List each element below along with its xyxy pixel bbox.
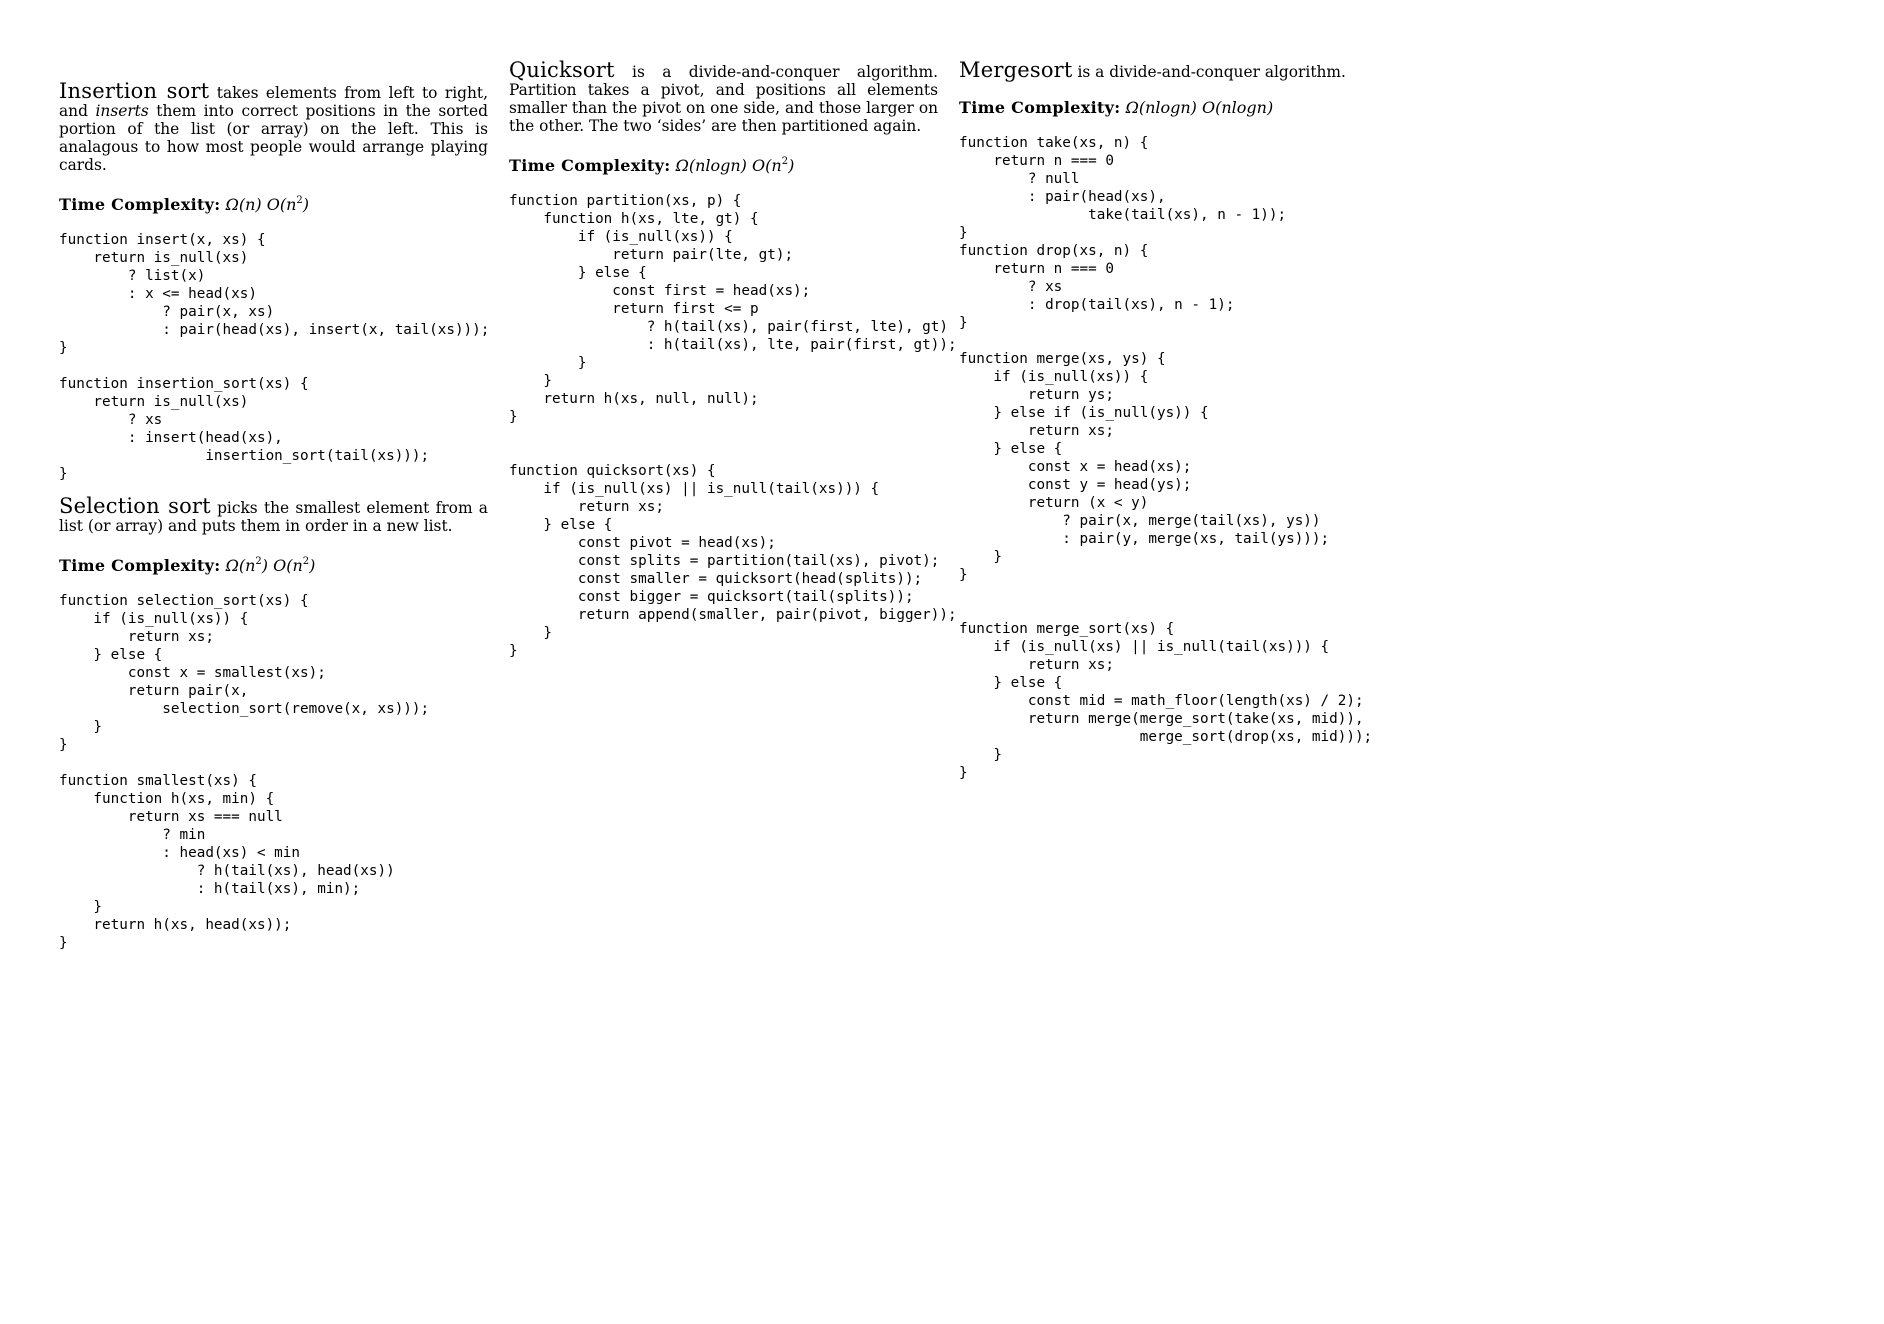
complexity-big-o-exponent: 2	[302, 556, 310, 567]
insertion-sort-intro-emphasis: inserts	[95, 102, 149, 120]
complexity-omega: Ω(nlogn)	[1125, 98, 1197, 117]
mergesort-intro-text: is a divide-and-conquer algorithm.	[1072, 63, 1346, 81]
complexity-label: Time Complexity:	[59, 195, 221, 214]
quicksort-heading: Quicksort	[509, 58, 615, 82]
insertion-sort-complexity	[59, 191, 488, 215]
complexity-label: Time Complexity:	[59, 556, 221, 575]
insertion-sort-heading: Insertion sort	[59, 79, 210, 103]
code-take: function take(xs, n) { return n === 0 ? null : pair(head(xs), take(tail(xs), n - 1)); }	[959, 135, 1287, 241]
mergesort-heading: Mergesort	[959, 58, 1073, 82]
code-drop: function drop(xs, n) { return n === 0 ? xs : drop(tail(xs), n - 1); }	[959, 243, 1235, 331]
code-insertion-sort: function insertion_sort(xs) { return is_null(xs) ? xs : insert(head(xs), insertion_sort(tail(xs))); }	[59, 376, 430, 482]
code-partition: function partition(xs, p) { function h(xs, lte, gt) { if (is_null(xs)) { return pair(lte, gt); } else { const first = head(xs); return first <= p ? h(tail(xs), pair(first, lte), gt) : h(tail(xs), lte, pair(first, gt)); } } return h(xs, null, null); }	[509, 193, 957, 425]
complexity-big-o: O(n	[273, 556, 303, 575]
complexity-label: Time Complexity:	[959, 98, 1121, 117]
code-merge: function merge(xs, ys) { if (is_null(xs)) { return ys; } else if (is_null(ys)) { return xs; } else { const x = head(xs); const y = head(ys); return (x < y) ? pair(x, merge(tail(xs), ys)) : pair(y, merge(xs, tail(ys))); } }	[959, 351, 1330, 583]
mergesort-complexity	[959, 98, 1399, 118]
code-quicksort: function quicksort(xs) { if (is_null(xs) || is_null(tail(xs))) { return xs; } else { const pivot = head(xs); const splits = partition(tail(xs), pivot); const smaller = quicksort(head(splits)); const bigger = quicksort(tail(splits)); return append(smaller, pair(pivot, bigger)); } }	[509, 463, 957, 659]
insertion-sort-intro-part-1: takes elements from left to right, and	[59, 84, 488, 120]
complexity-omega: Ω(n)	[225, 195, 262, 214]
mergesort-section	[959, 58, 1399, 782]
complexity-big-o-close: )	[302, 195, 310, 214]
selection-sort-complexity	[59, 552, 488, 576]
insertion-sort-intro-part-2: them into correct positions in the sorted portion of the list (or array) on the left. This is analagous to how most people would arrange playing cards.	[59, 102, 488, 174]
insertion-sort-intro	[59, 79, 488, 174]
complexity-big-o: O(n	[266, 195, 297, 214]
selection-sort-heading: Selection sort	[59, 494, 211, 518]
selection-sort-intro	[59, 494, 488, 535]
complexity-omega: Ω(n	[225, 556, 256, 575]
complexity-big-o: O(nlogn)	[1202, 98, 1274, 117]
quicksort-complexity	[509, 152, 938, 176]
column-right	[959, 58, 1399, 782]
complexity-big-o-exponent: 2	[296, 195, 303, 206]
code-insert: function insert(x, xs) { return is_null(xs) ? list(x) : x <= head(xs) ? pair(x, xs) : pair(head(xs), insert(x, tail(xs))); }	[59, 232, 490, 356]
complexity-omega-close: )	[261, 556, 268, 575]
column-middle	[509, 58, 957, 660]
complexity-omega: Ω(nlogn)	[675, 156, 747, 175]
quicksort-section	[509, 58, 957, 660]
code-smallest: function smallest(xs) { function h(xs, min) { return xs === null ? min : head(xs) < min ? h(tail(xs), head(xs)) : h(tail(xs), min); } return h(xs, head(xs)); }	[59, 773, 395, 951]
complexity-big-o-close: )	[788, 156, 795, 175]
insertion-sort-section	[59, 79, 490, 483]
code-merge-sort: function merge_sort(xs) { if (is_null(xs) || is_null(tail(xs))) { return xs; } else { const mid = math_floor(length(xs) / 2); return merge(merge_sort(take(xs, mid)), merge_sort(drop(xs, mid))); } }	[959, 621, 1373, 781]
code-selection-sort: function selection_sort(xs) { if (is_null(xs)) { return xs; } else { const x = smallest(xs); return pair(x, selection_sort(remove(x, xs))); } }	[59, 593, 430, 753]
complexity-big-o-exponent: 2	[781, 156, 789, 167]
quicksort-intro	[509, 58, 938, 135]
complexity-big-o-close: )	[309, 556, 316, 575]
column-left	[59, 79, 490, 952]
selection-sort-intro-text: picks the smallest element from a list (or array) and puts them in order in a new list.	[59, 499, 488, 535]
complexity-label: Time Complexity:	[509, 156, 671, 175]
selection-sort-section	[59, 494, 488, 952]
complexity-big-o: O(n	[752, 156, 782, 175]
complexity-omega-exponent: 2	[255, 556, 262, 567]
mergesort-intro	[959, 58, 1399, 82]
quicksort-intro-text: is a divide-and-conquer algorithm. Partition takes a pivot, and positions all elements smaller than the pivot on one side, and those larger on the other. The two ‘sides’ are then partitioned again.	[509, 63, 938, 135]
